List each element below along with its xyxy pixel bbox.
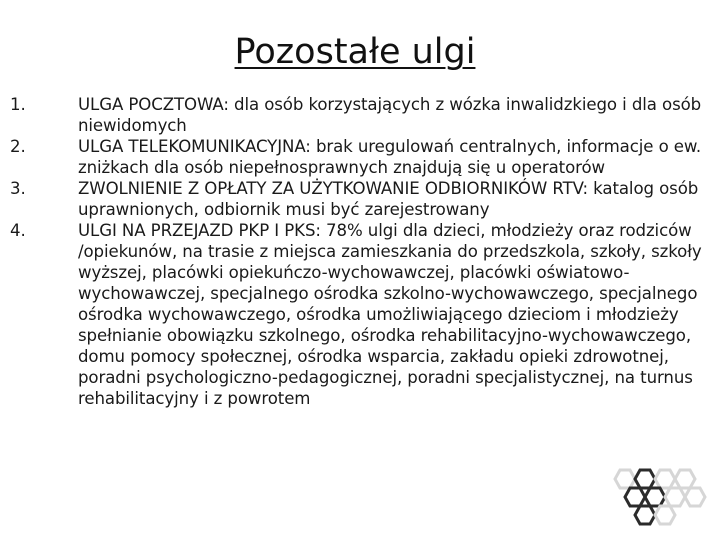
list-item-text: ULGA POCZTOWA: dla osób korzystających z wózka inwalidzkiego i dla osób niewidomych xyxy=(78,95,702,135)
list-item xyxy=(10,94,710,136)
list-item-text: ULGA TELEKOMUNIKACYJNA: brak uregulowań centralnych, informacje o ew. zniżkach dla osób niepełnosprawnych znajdują się u operatorów xyxy=(78,137,702,177)
numbered-list xyxy=(10,94,710,409)
list-item xyxy=(10,220,710,409)
hexagon-cluster-logo-icon xyxy=(606,468,710,528)
list-item xyxy=(10,178,710,220)
list-item-number: 4. xyxy=(10,221,26,240)
list-item xyxy=(10,136,710,178)
list-item-number: 2. xyxy=(10,137,26,156)
list-item-text: ULGI NA PRZEJAZD PKP I PKS: 78% ulgi dla dzieci, młodzieży oraz rodziców /opiekunów, na trasie z miejsca zamieszkania do przedszkola, szkoły, szkoły wyższej, placówki opiekuńczo-wychowawczej, placówki oświatowo-wychowawczej, specjalnego ośrodka szkolno-wychowawczego, specjalnego ośrodka wychowawczego, ośrodka umożliwiającego dzieciom i młodzieży spełnianie obowiązku szkolnego, ośrodka rehabilitacyjno-wychowawczego, domu pomocy społecznej, ośrodka wsparcia, zakładu opieki zdrowotnej, poradni psychologiczno-pedagogicznej, poradni specjalistycznej, na turnus rehabilitacyjny i z powrotem xyxy=(78,221,702,408)
slide-title: Pozostałe ulgi xyxy=(234,32,476,72)
list-item-number: 3. xyxy=(10,179,26,198)
list-item-text: ZWOLNIENIE Z OPŁATY ZA UŻYTKOWANIE ODBIORNIKÓW RTV: katalog osób uprawnionych, odbiornik musi być zarejestrowany xyxy=(78,179,699,219)
list-item-number: 1. xyxy=(10,95,26,114)
